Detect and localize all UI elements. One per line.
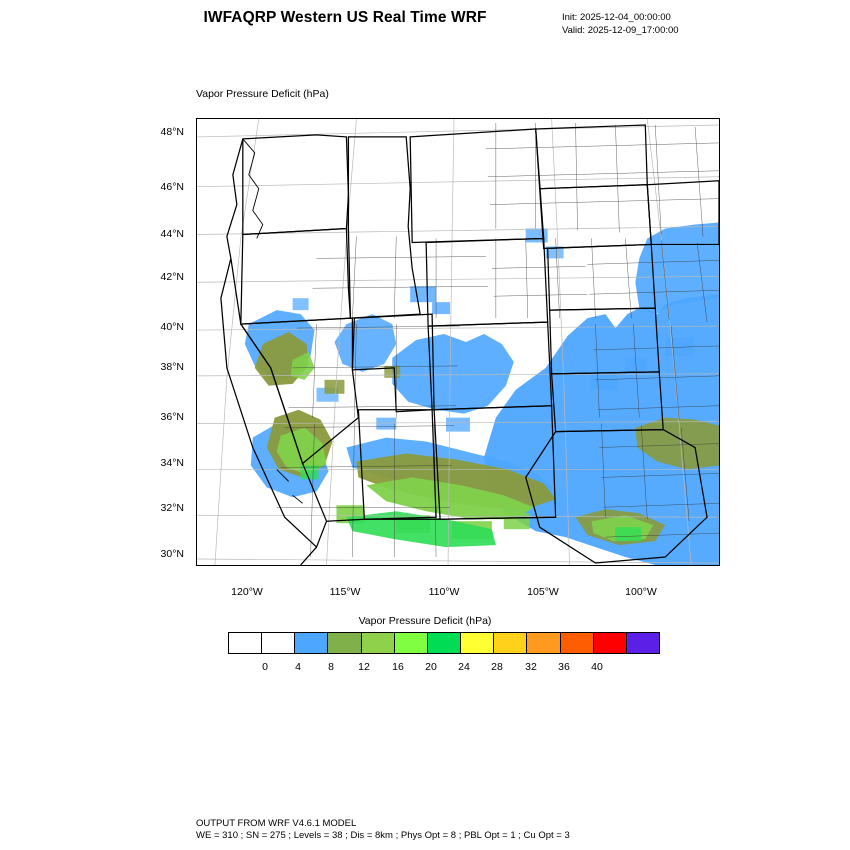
colorbar-swatch-3 — [327, 633, 360, 653]
colorbar-swatch-0 — [229, 633, 261, 653]
colorbar-swatch-8 — [493, 633, 526, 653]
footer-config-line: WE = 310 ; SN = 275 ; Levels = 38 ; Dis = 8km ; Phys Opt = 8 ; PBL Opt = 1 ; Cu Opt = 3 — [196, 830, 570, 841]
lat-label-48N: 48°N — [160, 126, 184, 138]
plot-subtitle: Vapor Pressure Deficit (hPa) — [196, 88, 329, 100]
lon-label-120W: 120°W — [231, 586, 263, 598]
colorbar-tick-6: 24 — [458, 661, 470, 673]
lon-label-105W: 105°W — [527, 586, 559, 598]
lon-label-100W: 100°W — [625, 586, 657, 598]
colorbar-swatch-12 — [626, 633, 659, 653]
init-time-label: Init: 2025-12-04_00:00:00 — [562, 12, 671, 23]
page-title: IWFAQRP Western US Real Time WRF — [203, 9, 487, 26]
colorbar-tick-2: 8 — [328, 661, 334, 673]
colorbar-swatch-4 — [361, 633, 394, 653]
lat-label-32N: 32°N — [160, 502, 184, 514]
colorbar-swatch-1 — [261, 633, 294, 653]
lat-label-42N: 42°N — [160, 271, 184, 283]
valid-time-label: Valid: 2025-12-09_17:00:00 — [562, 25, 679, 36]
colorbar-tick-1: 4 — [295, 661, 301, 673]
colorbar-swatch-6 — [427, 633, 460, 653]
colorbar-tick-7: 28 — [491, 661, 503, 673]
colorbar-tick-10: 40 — [591, 661, 603, 673]
lon-label-115W: 115°W — [329, 586, 361, 598]
lon-label-110W: 110°W — [428, 586, 460, 598]
colorbar-title: Vapor Pressure Deficit (hPa) — [358, 615, 492, 627]
colorbar-tick-8: 32 — [525, 661, 537, 673]
colorbar-swatch-11 — [593, 633, 626, 653]
colorbar-swatch-5 — [394, 633, 427, 653]
colorbar-swatch-9 — [526, 633, 559, 653]
lat-label-44N: 44°N — [160, 228, 184, 240]
lat-label-36N: 36°N — [160, 411, 184, 423]
lat-label-38N: 38°N — [160, 361, 184, 373]
lat-label-30N: 30°N — [160, 548, 184, 560]
lat-label-34N: 34°N — [160, 457, 184, 469]
colorbar-swatch-10 — [560, 633, 593, 653]
lat-label-46N: 46°N — [160, 181, 184, 193]
colorbar-tick-9: 36 — [558, 661, 570, 673]
lat-label-40N: 40°N — [160, 321, 184, 333]
colorbar-tick-4: 16 — [392, 661, 404, 673]
colorbar-swatch-2 — [294, 633, 327, 653]
colorbar — [228, 632, 660, 654]
vpd-shaded-field — [245, 223, 719, 565]
colorbar-tick-5: 20 — [425, 661, 437, 673]
footer-model-line: OUTPUT FROM WRF V4.6.1 MODEL — [196, 818, 357, 829]
colorbar-swatch-7 — [460, 633, 493, 653]
map-canvas — [197, 119, 719, 565]
map-panel — [196, 118, 720, 566]
colorbar-tick-0: 0 — [262, 661, 268, 673]
colorbar-tick-3: 12 — [358, 661, 370, 673]
